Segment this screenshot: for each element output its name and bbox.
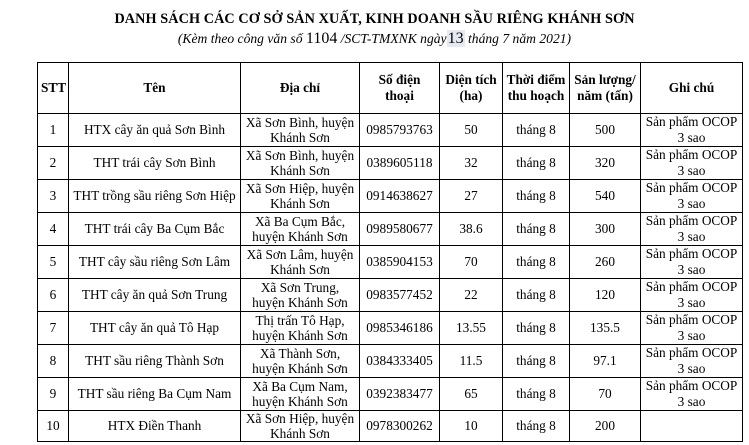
cell-phone: 0983577452 [360, 279, 440, 312]
cell-output: 260 [570, 246, 641, 279]
table-row [38, 312, 743, 345]
cell-phone: 0985793763 [360, 114, 440, 147]
cell-address: Xã Sơn Hiệp, huyện Khánh Sơn [241, 180, 360, 213]
cell-area: 13.55 [440, 312, 503, 345]
cell-area: 38.6 [440, 213, 503, 246]
cell-harvest: tháng 8 [503, 180, 570, 213]
table-row [38, 147, 743, 180]
facility-table [37, 62, 743, 442]
cell-stt: 10 [38, 411, 69, 442]
cell-address: Xã Sơn Hiệp, huyện Khánh Sơn [241, 411, 360, 442]
cell-name: THT sầu riêng Ba Cụm Nam [69, 378, 241, 411]
cell-harvest: tháng 8 [503, 312, 570, 345]
cell-name: THT cây sầu riêng Sơn Lâm [69, 246, 241, 279]
cell-stt: 5 [38, 246, 69, 279]
cell-output: 120 [570, 279, 641, 312]
cell-name: THT cây ăn quả Sơn Trung [69, 279, 241, 312]
cell-address: Xã Thành Sơn, huyện Khánh Sơn [241, 345, 360, 378]
cell-stt: 7 [38, 312, 69, 345]
cell-harvest: tháng 8 [503, 246, 570, 279]
cell-name: THT cây ăn quả Tô Hạp [69, 312, 241, 345]
cell-area: 70 [440, 246, 503, 279]
cell-harvest: tháng 8 [503, 378, 570, 411]
cell-phone: 0389605118 [360, 147, 440, 180]
cell-phone: 0385904153 [360, 246, 440, 279]
cell-area: 22 [440, 279, 503, 312]
cell-address: Xã Sơn Lâm, huyện Khánh Sơn [241, 246, 360, 279]
cell-name: THT trồng sầu riêng Sơn Hiệp [69, 180, 241, 213]
cell-area: 10 [440, 411, 503, 442]
cell-name: THT sầu riêng Thành Sơn [69, 345, 241, 378]
subtitle-prefix: (Kèm theo công văn số [177, 31, 303, 46]
cell-note: Sản phẩm OCOP 3 sao [641, 246, 743, 279]
cell-stt: 8 [38, 345, 69, 378]
col-header-output: Sản lượng/ năm (tấn) [570, 63, 641, 114]
date-suffix: tháng 7 năm 2021) [468, 31, 572, 46]
cell-phone: 0978300262 [360, 411, 440, 442]
cell-stt: 3 [38, 180, 69, 213]
cell-phone: 0989580677 [360, 213, 440, 246]
cell-address: Xã Sơn Bình, huyện Khánh Sơn [241, 147, 360, 180]
table-row [38, 411, 743, 442]
cell-area: 27 [440, 180, 503, 213]
cell-harvest: tháng 8 [503, 345, 570, 378]
cell-harvest: tháng 8 [503, 114, 570, 147]
cell-area: 32 [440, 147, 503, 180]
cell-note: Sản phẩm OCOP 3 sao [641, 147, 743, 180]
cell-stt: 4 [38, 213, 69, 246]
cell-stt: 6 [38, 279, 69, 312]
cell-area: 11.5 [440, 345, 503, 378]
cell-output: 70 [570, 378, 641, 411]
cell-name: HTX Điền Thanh [69, 411, 241, 442]
cell-harvest: tháng 8 [503, 411, 570, 442]
cell-harvest: tháng 8 [503, 213, 570, 246]
cell-output: 320 [570, 147, 641, 180]
doc-code: /SCT-TMXNK ngày [340, 31, 447, 46]
col-header-harvest: Thời điểm thu hoạch [503, 63, 570, 114]
table-row [38, 279, 743, 312]
col-header-address: Địa chỉ [241, 63, 360, 114]
cell-note: Sản phẩm OCOP 3 sao [641, 213, 743, 246]
cell-note: Sản phẩm OCOP 3 sao [641, 180, 743, 213]
cell-note [641, 411, 743, 442]
cell-harvest: tháng 8 [503, 147, 570, 180]
col-header-area: Diện tích (ha) [440, 63, 503, 114]
cell-harvest: tháng 8 [503, 279, 570, 312]
cell-stt: 9 [38, 378, 69, 411]
cell-output: 300 [570, 213, 641, 246]
table-row [38, 345, 743, 378]
cell-output: 135.5 [570, 312, 641, 345]
cell-area: 65 [440, 378, 503, 411]
table-row [38, 378, 743, 411]
cell-name: HTX cây ăn quả Sơn Bình [69, 114, 241, 147]
table-row [38, 213, 743, 246]
cell-output: 200 [570, 411, 641, 442]
table-row [38, 180, 743, 213]
cell-phone: 0384333405 [360, 345, 440, 378]
cell-phone: 0985346186 [360, 312, 440, 345]
table-row [38, 114, 743, 147]
cell-output: 540 [570, 180, 641, 213]
cell-note: Sản phẩm OCOP 3 sao [641, 312, 743, 345]
cell-output: 97.1 [570, 345, 641, 378]
cell-area: 50 [440, 114, 503, 147]
col-header-stt: STT [38, 63, 69, 114]
cell-name: THT trái cây Ba Cụm Bắc [69, 213, 241, 246]
cell-stt: 2 [38, 147, 69, 180]
cell-note: Sản phẩm OCOP 3 sao [641, 345, 743, 378]
cell-address: Xã Sơn Bình, huyện Khánh Sơn [241, 114, 360, 147]
cell-address: Xã Ba Cụm Bắc, huyện Khánh Sơn [241, 213, 360, 246]
cell-phone: 0392383477 [360, 378, 440, 411]
cell-address: Xã Ba Cụm Nam, huyện Khánh Sơn [241, 378, 360, 411]
col-header-note: Ghi chú [641, 63, 743, 114]
cell-name: THT trái cây Sơn Bình [69, 147, 241, 180]
cell-stt: 1 [38, 114, 69, 147]
document-title: DANH SÁCH CÁC CƠ SỞ SẢN XUẤT, KINH DOANH SẦU RIÊNG KHÁNH SƠN [114, 11, 635, 27]
col-header-phone: Số điện thoại [360, 63, 440, 114]
cell-note: Sản phẩm OCOP 3 sao [641, 279, 743, 312]
cell-note: Sản phẩm OCOP 3 sao [641, 378, 743, 411]
doc-day: 13 [447, 30, 464, 47]
table-header-row [38, 63, 743, 114]
cell-address: Thị trấn Tô Hạp, huyện Khánh Sơn [241, 312, 360, 345]
cell-output: 500 [570, 114, 641, 147]
doc-number: 1104 [305, 30, 338, 47]
cell-note: Sản phẩm OCOP 3 sao [641, 114, 743, 147]
col-header-name: Tên [69, 63, 241, 114]
cell-phone: 0914638627 [360, 180, 440, 213]
document-subtitle [0, 30, 749, 48]
cell-address: Xã Sơn Trung, huyện Khánh Sơn [241, 279, 360, 312]
table-row [38, 246, 743, 279]
